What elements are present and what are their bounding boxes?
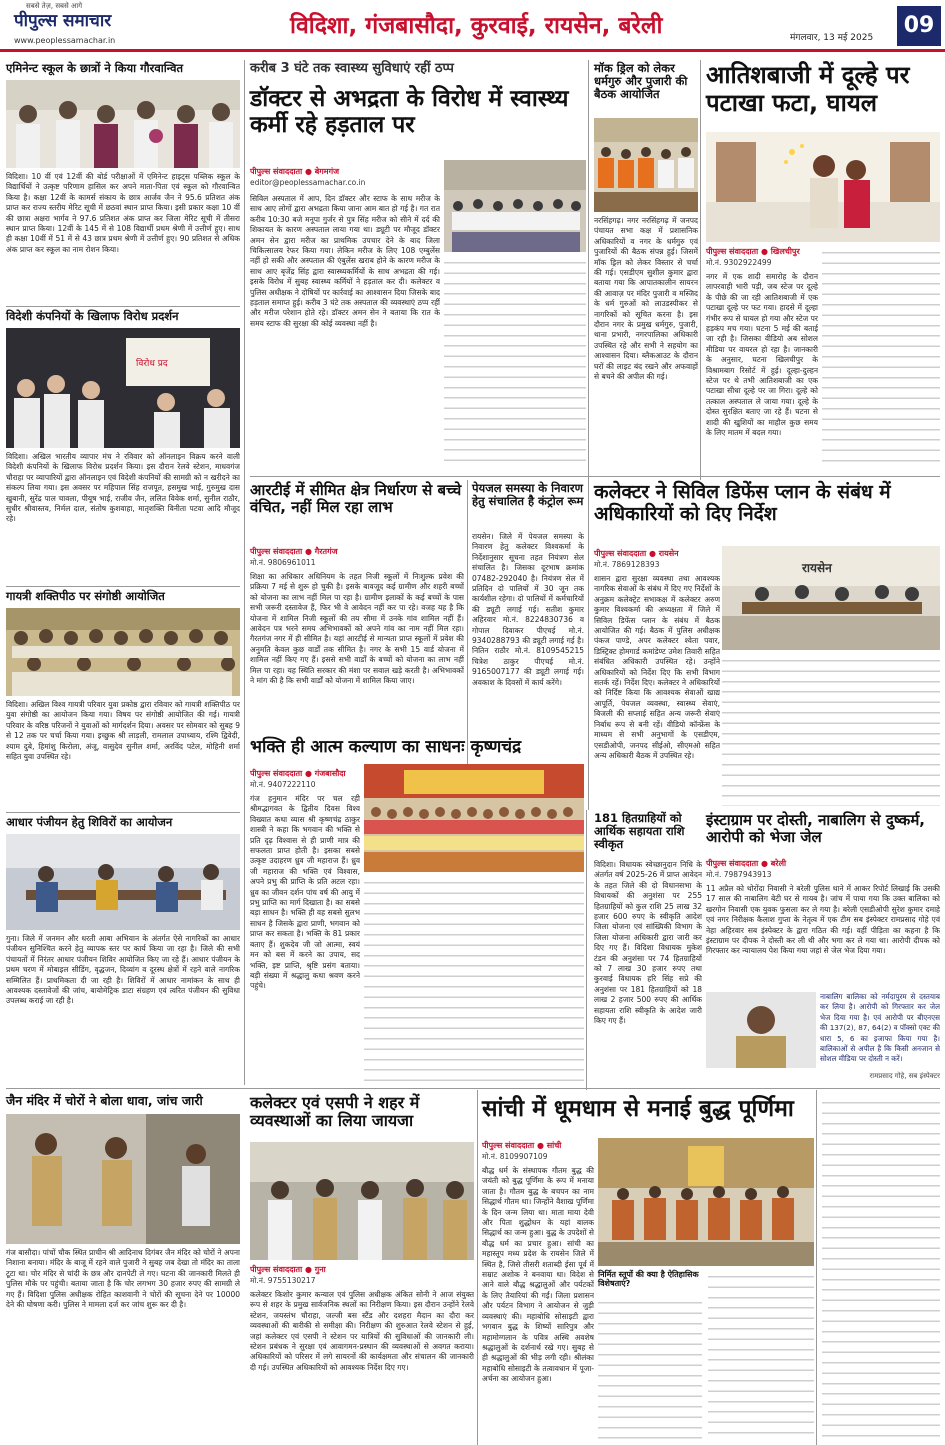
- sanchi-body-4: [822, 1096, 940, 1442]
- page-title: विदिशा, गंजबासौदा, कुरवाई, रायसेन, बरेली: [290, 13, 663, 39]
- logo-tagline: सबसे तेज़, सबसे आगे: [26, 2, 83, 10]
- guna-body: कलेक्टर किशोर कुमार कन्याल एवं पुलिस अधीक्षक अंकित सोनी ने आज संयुक्त रूप से शहर के प्रमुख सार्वजनिक स्थलों का निरीक्षण किया। इस दौरान उन्होंने रेलवे स्टेशन, जयस्तंभ चौराहा, जल्जी बस स्टैंड और दशहरा मैदान का दौरा कर व्यवस्थाओं की बारीकी से समीक्षा की। निरीक्षण की शुरुआत रेलवे स्टेशन से हुई, जहां कलेक्टर एवं एसपी ने स्टेशन पर यात्रियों की सुविधाओं की जानकारी ली। स्टेशन प्रबंधक ने सुरक्षा एवं आवागमन-प्रस्थान की व्यवस्थाओं से अवगत कराया। अधिकारियों को परिसर में लगे सायरनों की कार्यक्षमता और संचालन की जानकारी दी गई। उपस्थित अधिकारियों को आवश्यक निर्देश दिए गए।: [250, 1290, 474, 1372]
- strike-body-2: [444, 256, 586, 464]
- aadhar-body: गुना। जिले में जनमन और धरती आबा अभियान के अंतर्गत ऐसे नागरिकों का आधार पंजीयन सुनिश्चित करने हेतु व्यापक स्तर पर कार्य किया जा रहा है। जिले की सभी पंचायतों में निरंतर आधार पंजीयन शिविर आयोजित किए जा रहे हैं। आधार पंजीयन के प्रथम चरण में मोबाइल सीडिंग, वृद्धजन, दिव्यांग व दूरस्थ क्षेत्रों में रहने वाले नागरिक सम्मिलित हैं। प्राथमिकता दी जा रही है। शिविरों में आधार नामांकन के साथ ही आवश्यक दस्तावेजों की जांच, बायोमेट्रिक डाटा संग्रहण एवं त्वरित पंजीयन की सुविधा उपलब्ध कराई जा रही है।: [6, 934, 240, 1006]
- page-number: 09: [897, 6, 941, 46]
- strike-email[interactable]: editor@peoplessamachar.co.in: [250, 178, 366, 187]
- strike-byline: पीपुल्स संवाददाता ● बेगमगंज: [250, 167, 340, 176]
- divider: [250, 476, 940, 477]
- gayatri-group-photo: [6, 608, 240, 696]
- hitgrahi-headline: 181 हितग्राहियों को आर्थिक सहायता राशि स्वीकृत: [594, 811, 685, 852]
- instagram-quote: नाबालिग बालिका को नर्मदापुरम से दस्तयाब कर लिया है। आरोपी को गिरफ्तार कर जेल भेज दिया गया है। एवं आरोपी पर बीएनएस की 137(2), 87, 64(2) व पॉक्सो एक्ट की धारा 5, 6 का इजाफा किया गया है। बालिकाओं से अपील है कि किसी अनजान से सोशल मीडिया पर दोस्ती न करें।: [820, 992, 940, 1064]
- aadhar-headline: आधार पंजीयन हेतु शिविरों का आयोजन: [6, 815, 173, 829]
- collector-meeting-photo: [722, 546, 940, 650]
- videshi-body: विदिशा। अखिल भारतीय व्यापार मंच ने रविवार को ऑनलाइन विक्रय करने वाली विदेशी कंपनियों के खिलाफ विरोध प्रदर्शन किया। इस दौरान रेलवे स्टेशन, माधवगंज चौराहा पर व्यापारियों द्वारा ऑनलाइन एवं विदेशी कंपनियों की सामग्री को न खरीदने का संकल्प लिया गया। इस अवसर पर महिपाल सिंह राजपूत, हसमुख भाई, गुरुमुख दास खुबानी, सुरेंद्र पाल चावला, पीयूष भाई, राजीव जैन, ललित विवेक शर्मा, सुनील राठौर, सुधीर श्रीवास्तव, निर्मल दाल, संतोष कुशवाहा, मातृशक्ति विनीता पटवा आदि मौजूद रहे।: [6, 452, 240, 524]
- fireworks-headline: आतिशबाजी में दूल्हे पर पटाखा फटा, घायल: [706, 61, 910, 117]
- bhakti-body: गंज हनुमान मंदिर पर चल रही श्रीमद्भागवत के द्वितीय दिवस विश्व विख्यात कथा व्यास श्री कृष्णचंद्र ठाकुर शास्त्री ने कहा कि भगवान की भक्ति से प्रति दृढ़ विश्वास से ही प्राणी मात्र की सफलता प्राप्त होती है। इसका सबसे उत्कृष्ट उदाहरण ध्रुव जी महाराज हैं। ध्रुव जी महाराज की भक्ति एवं विश्वास, अपने प्रभु की प्राप्ति के प्रति अटल रहा। ध्रुव का जीवन दर्शन पांच वर्ष की आयु में प्रभु प्राप्ति का मार्ग दिखाता है। का सबसे बड़ा साधन है। भक्ति ही वह सबसे सुलभ साधन है जिसके द्वारा प्राणी, भगवान को प्राप्त कर सकता है। भक्ति के 81 प्रकार बताए हैं। शुकदेव जी जो आत्मा, स्वयं मन को बस में करने का उपाय, सद भक्ति, इष्ट प्राप्ति, श्रृष्टि प्रसंग बताया। बड़ी संख्या में श्रद्धालु कथा श्रवण करने पहुंचे।: [250, 794, 360, 991]
- instagram-mobile: मो.नं. 7987943913: [706, 870, 772, 879]
- hitgrahi-body: विदिशा। विधायक स्वेच्छानुदान निधि के अंतर्गत वर्ष 2025-26 में प्राप्त आवेदन के तहत जिले की दो विधानसभा के विधायकों की अनुशंसा पर 255 हितग्राहियों को कुल राशि 25 लाख 32 हजार 600 रुपए के स्वीकृति आदेश जिला योजना एवं सांख्यिकी विभाग के जिला योजना अधिकारी द्वारा जारी कर दिए गए हैं। विदिशा विधायक मुकेश टंडन की अनुशंसा पर 74 हितग्राहियों को 7 लाख 30 हजार रुपए तथा कुरवाई विधायक हरि सिंह सप्रे की अनुशंसा पर 181 हितग्राहियों को 18 लाख 2 हजार 500 रुपए की आर्थिक सहायता राशि स्वीकृति के आदेश जारी किए गए हैं।: [594, 860, 702, 1026]
- column-divider: [816, 1090, 817, 1445]
- police-portrait: [706, 992, 816, 1068]
- divider: [6, 306, 240, 307]
- bhakti-body-2: [364, 876, 584, 1086]
- collector-body-2: [722, 654, 940, 806]
- instagram-byline: पीपुल्स संवाददाता ● बरेली: [706, 859, 787, 868]
- protest-photo: [6, 328, 240, 448]
- jain-body: गंज बासौदा। पांचों चौक स्थित प्राचीन श्री आदिनाथ दिगंबर जैन मंदिर को चोरों ने अपना निशाना बनाया। मंदिर के बाजू में रहने वाले पुजारी ने सुबह जब देखा तो मंदिर का ताला टूटा था। चोर मंदिर से चांदी के छत्र और दानपेटी ले गए। घटना की जानकारी मिलते ही पुलिस मौके पर पहुंची। बताया जाता है कि चोर लगभग 30 हजार रुपए की सामग्री ले गए हैं। विदिशा पुलिस अधीक्षक रोहित काशवानी ने चोरों की सूचना देने पर 10000 देने की घोषणा करी। पुलिस ने मामला दर्ज कर जांच शुरू कर दी है।: [6, 1248, 240, 1310]
- eminent-body: विदिशा। 10 वीं एवं 12वीं की बोर्ड परीक्षाओं में एमिनेन्ट हाइट्स पब्लिक स्कूल के विद्यार्थियों ने उत्कृष्ट परिणाम हासिल कर अपने माता-पिता एवं स्कूल को गौरवान्वित किया है। कक्षा 12वीं के कामर्स संकाय के छात्र आर्जव जैन ने 95.6 प्रतिशत अंक प्राप्त कर राज्य स्तरीय मेरिट सूची में छठवां स्थान प्राप्त किया। इसी प्रकार कक्षा 10 वीं की छात्रा अक्षरा भार्गव ने 97.6 प्रतिशत अंक प्राप्त कर जिला मेरिट सूची में तीसरा स्थान प्राप्त किया। 12वीं के 145 में से 108 विद्यार्थी प्रथम श्रेणी में उत्तीर्ण हुए। साथ ही कक्षा 10वीं में 51 में से 43 छात्र प्रथम श्रेणी में उत्तीर्ण हुए। 90 प्रतिशत से अधिक अंक प्राप्त कर स्कूल का नाम रोशन किया।: [6, 172, 240, 254]
- wedding-stage-photo: [706, 132, 940, 242]
- divider: [6, 812, 240, 813]
- gayatri-headline: गायत्री शक्तिपीठ पर संगोष्ठी आयोजित: [6, 589, 165, 603]
- bhakti-mobile: मो.नं. 9407222110: [250, 780, 316, 789]
- videshi-headline: विदेशी कंपनियों के खिलाफ विरोध प्रदर्शन: [6, 309, 179, 323]
- strike-body-1: सिविल अस्पताल में आप, दिन डॉक्टर और स्टाफ के साथ मरीज के साथ आए लोगों द्वारा अभद्रता किया जाना आम बात हो गई है। गत रात करीब 10:30 बजे मनूपा गुर्जर से पुत्र सिंह मरीज को सीने में दर्द की शिकायत के कारण अस्पताल लाया गया था। ड्यूटी पर मौजूद डॉक्टर अमन सेन द्वारा मरीज का प्राथमिक उपचार देने के बाद जिला चिकित्सालय रेफर किया गया। लेकिन मरीज के लिए 108 एम्बुलेंस नहीं हो सकी और अस्पताल की एंबुलेंस खराब होने के कारण मरीज के साथ आए बृजेंद्र सिंह द्वारा स्वास्थ्यकर्मियों के साथ अभद्रता की गई। इसके विरोध में सुबह स्वास्थ्य कर्मियों ने हड़ताल कर दी। कलेक्टर व पुलिस अधीक्षक ने दोषियों पर कार्रवाई का आश्वासन दिया जिसके बाद हड़ताल समाप्त हुई। करीब 3 घंटे तक अस्पताल की व्यवस्थाएं ठप्प रहीं और मरीज परेशान होते रहे। डॉक्टर अमन सेन ने बताया कि रात के समय स्टाफ की सुरक्षा की कोई व्यवस्था नहीं है।: [250, 194, 440, 328]
- column-divider: [588, 480, 589, 810]
- students-photo: [6, 80, 240, 168]
- sanchi-mobile: मो.नं. 8109907109: [482, 1152, 548, 1161]
- strike-headline: डॉक्टर से अभद्रता के विरोध में स्वास्थ्य कर्मी रहे हड़ताल पर: [250, 86, 569, 139]
- column-divider: [467, 480, 468, 810]
- hospital-strike-photo: [444, 160, 586, 252]
- sanchi-body: बौद्ध धर्म के संस्थापक गौतम बुद्ध की जयंती को बुद्ध पूर्णिमा के रूप में मनाया जाता है। गौतम बुद्ध के बचपन का नाम सिद्धार्थ गौतम था। जिन्होंने वैशाख पूर्णिमा के दिन जन्म लिया था। माता माया देवी और पिता शुद्धोधन के यहां बालक सिद्धार्थ का जन्म हुआ। बुद्ध के उपदेशों से बौद्ध धर्म का प्रचार हुआ। सांची का महास्तूप मध्य प्रदेश के रायसेन जिले में स्थित है, जिसे तीसरी शताब्दी ईसा पूर्व में सम्राट अशोक ने बनवाया था। विदेश से आने वाले बौद्ध श्रद्धालुओं और पर्यटकों के लिए तैयारियां की गईं। जिला प्रशासन और पर्यटन विभाग ने आयोजन से जुड़ी व्यवस्थाएं की। महाबोधि सोसाइटी द्वारा भगवान बुद्ध के शिष्यों सारिपुत्र और महामोग्गलान के पवित्र अस्थि अवशेष श्रद्धालुओं के दर्शनार्थ रखे गए। सुबह से ही श्रद्धालुओं की भीड़ लगी रही। श्रीलंका महाबोधि सोसाइटी के तत्वावधान में पूजा-अर्चना का आयोजन हुआ।: [482, 1166, 594, 1384]
- guna-byline: पीपुल्स संवाददाता ● गुना: [250, 1265, 326, 1274]
- instagram-quote-by: रामप्रसाद गोहे, सब इंस्पेक्टर: [869, 1072, 940, 1080]
- hall-sign-text: रायसेन: [802, 561, 832, 575]
- instagram-headline: इंस्टाग्राम पर दोस्ती, नाबालिग से दुष्कर्म, आरोपी को भेजा जेल: [706, 811, 925, 847]
- sanchi-headline: सांची में धूमधाम से मनाई बुद्ध पूर्णिमा: [482, 1096, 794, 1122]
- column-divider: [586, 810, 587, 1090]
- eminent-headline: एमिनेन्ट स्कूल के छात्रों ने किया गौरवान्वित: [6, 61, 184, 75]
- police-at-temple-photo: [6, 1114, 240, 1244]
- column-divider: [244, 60, 245, 1085]
- jain-headline: जैन मंदिर में चोरों ने बोला धावा, जांच जारी: [6, 1093, 203, 1108]
- column-divider: [700, 60, 701, 480]
- collector-mobile: मो.नं. 7869128393: [594, 560, 660, 569]
- newspaper-logo: पीपुल्स समाचार: [14, 11, 112, 31]
- protest-banner-text: विरोध प्रद: [136, 359, 168, 369]
- website-url[interactable]: www.peoplessamachar.in: [14, 36, 116, 45]
- fireworks-mobile: मो.नं. 9302922499: [706, 258, 772, 267]
- peyjal-body: रायसेन। जिले में पेयजल समस्या के निवारण हेतु कलेक्टर विश्वकर्मा के निर्देशानुसार सूचना तहत नियंत्रण सेल संचालित है। जिसका दूरभाष क्रमांक 07482-292040 है। नियंत्रण सेल में प्रतिदिन दो पालियों में 30 जून तक कार्यशील रहेगा। दो पालियों में कर्मचारियों की ड्यूटी लगाई गई। सतीश कुमार अहिरवार मो.नं. 8224830736 व गोपाल दिवाकर पीएचई मो.नं. 9340288793 की ड्यूटी लगाई गई है। नितिन राठौर मो.नं. 8109545215 चित्रेश ठाकुर पीएचई मो.नं. 9165007177 की ड्यूटी लगाई गई। अवकाश के दिवसों में कार्य करेंगे।: [472, 532, 584, 687]
- issue-date: मंगलवार, 13 मई 2025: [790, 33, 874, 43]
- column-divider: [588, 60, 589, 480]
- sanchi-prayer-photo: [598, 1138, 814, 1266]
- fireworks-body-2: [822, 246, 940, 466]
- masthead: [0, 0, 945, 52]
- divider: [6, 1088, 940, 1089]
- rte-body: शिक्षा का अधिकार अधिनियम के तहत निजी स्कूलों में निःशुल्क प्रवेश की प्रक्रिया 7 मई से शुरू हो चुकी है। इसके बावजूद कई ग्रामीण और शहरी बच्चों को योजना का लाभ नहीं मिल पा रहा है। ग्रामीण इलाकों के कई बच्चों के पास सभी जरूरी दस्तावेज हैं, फिर भी वे आवेदन नहीं कर पा रहे। वजह यह है कि योजना में शामिल निजी स्कूलों की तय सीमा में उनके गांव शामिल नहीं हैं। आवेदन पत्र भरने समय अभिभावकों को अपने गांव का नाम नहीं मिल रहा। गैरतगंज नगर में ही सीमित है। यहां आरटीई से मान्यता प्राप्त स्कूलों में प्रवेश की अनुमति केवल कुछ वार्डों तक सीमित है। नगर के सभी 15 वार्ड योजना में शामिल नहीं किए गए हैं। इससे सभी वार्डों के बच्चों को योजना का लाभ नहीं मिल पा रहा। यह स्थिति सरकार की मंशा पर सवाल खड़े करती है। अभिभावकों ने मांग की है कि सभी वार्डों को योजना में शामिल किया जाए।: [250, 572, 464, 686]
- gayatri-body: विदिशा। अखिल विश्व गायत्री परिवार युवा प्रकोष्ठ द्वारा रविवार को गायत्री शक्तिपीठ पर युवा संगोष्ठी का आयोजन किया गया। विषय पर संगोष्ठी आयोजित की गई। गायत्री परिवार के वरिष्ठ परिजनों ने युवाओं को मार्गदर्शन दिया। अवसर पर सोमवार को सुबह 9 से 12 तक पर चर्चा किया गया। इच्छुक श्री लाड़ली, रामलाल उपाध्याय, रश्मि द्विवेदी, श्याम दुबे, हिमांशु किरोला, अंजू, वासुदेव सुनील शर्मा, अरविंद पटेल, मोहिनी शर्मा सहित युवा उपस्थित रहे।: [6, 700, 240, 762]
- aadhar-camp-photo: [6, 834, 240, 930]
- mockdrill-headline: मॉक ड्रिल को लेकर धर्मगुरु और पुजारी की बैठक आयोजित: [594, 61, 688, 102]
- bhakti-byline: पीपुल्स संवाददाता ● गंजबासौदा: [250, 769, 346, 778]
- divider: [6, 586, 240, 587]
- rte-mobile: मो.नं. 9806961011: [250, 558, 316, 567]
- peyjal-headline: पेयजल समस्या के निवारण हेतु संचालित है कंट्रोल रूम: [472, 481, 584, 509]
- guna-mobile: मो.नं. 9755130217: [250, 1276, 316, 1285]
- fireworks-body-1: नगर में एक शादी समारोह के दौरान लापरवाही भारी पड़ी, जब स्टेज पर दूल्हे के पीछे की जा रही आतिशबाजी में एक पटाखा दूल्हे पर फट गया। हादसे में दूल्हा गंभीर रूप से घायल हो गया और स्टेज पर हड़कंप मच गया। घटना 5 मई की बताई जा रही है। जिसका वीडियो अब सोशल मीडिया पर वायरल हो रहा है। जानकारी के अनुसार, घटना खिलचीपुर के विश्रामबाग रिसोर्ट में हुई। दूल्हा-दुल्हन स्टेज पर थे तभी आतिशबाजी का एक पटाखा सीधा दूल्हे पर जा गिरा। दूल्हे को तत्काल अस्पताल ले जाया गया। दूल्हे के दोस्त सुरक्षित बताए जा रहे हैं। घटना से शादी की खुशियों का माहौल कुछ समय के लिए मातम में बदल गया।: [706, 272, 818, 438]
- mockdrill-body: नरसिंहगढ़। नगर नरसिंहगढ़ में जनपद पंचायत सभा कक्ष में प्रशासनिक अधिकारियों व नगर के धर्मगुरु एवं पुजारियों की बैठक संपन्न हुई। जिसमें मॉक ड्रिल को लेकर विस्तार से चर्चा की गई। एसडीएम सुशील कुमार द्वारा बताया गया कि आपातकालीन सायरन की आवाज़ पर मंदिर पुजारी व मस्जिद के धर्म गुरुओं को लाउडस्पीकर से नागरिकों को सूचित करना है। इस दौरान नगर के प्रमुख धर्मगुरु, पुजारी, थाना प्रभारी, नगरपालिका अधिकारी उपस्थित रहे और सभी ने सहयोग का आश्वासन दिया। ब्लैकआउट के दौरान घरों की लाइट बंद रखने और अफवाहों से बचने की अपील की गई।: [594, 216, 698, 382]
- officials-inspection-photo: [250, 1142, 474, 1260]
- guna-headline: कलेक्टर एवं एसपी ने शहर में व्यवस्थाओं का लिया जायजा: [250, 1093, 420, 1131]
- instagram-body: 11 अप्रैल को थोरोंदा निवासी ने बरेली पुलिस थाने में आकर रिपोर्ट लिखाई कि उसकी 17 साल की नाबालिग बेटी घर से गायब है। जांच में पाया गया कि उक्त बालिका को खरगोन निवासी एक युवक फुसला कर ले गया है। बरेली एसडीओपी सुरेश कुमार दमाहे एवं नगर निरीक्षक कैलाश गुप्ता के नेतृत्व में एक टीम सब इंस्पेक्टर रामप्रसाद गोहे एवं नेहा अहिरवार सब इंस्पेक्टर के द्वारा गठित की गई। वहीं पीड़िता का कहना है कि इंस्टाग्राम पर दीपक ने दोस्ती कर ली थी और भगा कर ले गया था। आरोपी दीपक को गिरफ्तार कर न्यायालय पेश किया गया जहां से जेल भेज दिया गया।: [706, 884, 940, 956]
- fireworks-byline: पीपुल्स संवाददाता ● खिलचीपुर: [706, 247, 800, 256]
- bhakti-headline: भक्ति ही आत्म कल्याण का साधनः कृष्णचंद्र: [250, 737, 522, 757]
- collector-body: शासन द्वारा सुरक्षा व्यवस्था तथा आवश्यक नागरिक सेवाओं के संबंध में दिए गए निर्देशों के अनुक्रम कलेक्ट्रेट सभाकक्ष में कलेक्टर अरुण कुमार विश्वकर्मा की अध्यक्षता में जिले में सिविल डिफेंस प्लान के संबंध में बैठक आयोजित की गई। बैठक में पुलिस अधीक्षक पंकज पाण्डे, अपर कलेक्टर श्वेता पवार, डिस्ट्रिक्ट होमगार्ड कमांडेण्ट उमेश तिवारी सहित संबंधित अधिकारी उपस्थित रहे। उन्होंने अधिकारियों को निर्देश दिए कि सभी विभाग सतर्क रहें। निर्देश दिए। कलेक्टर ने अधिकारियों को निर्दिष्ट किया कि आवश्यक सेवाओं खाद्य आपूर्ति, पेयजल व्यवस्था, स्वास्थ्य सेवाएं, बिजली की सप्लाई सहित अन्य जरूरी सेवाएं निर्बाध रूप से बनी रहें। वीडियो कॉन्फ्रेंस के माध्यम से सभी अनुभागों के एसडीएम, एसडीओपी, जनपद सीईओ, सीएमओ सहित अन्य अधिकारी बैठक में उपस्थित रहे।: [594, 574, 720, 760]
- sanchi-body-2: [598, 1296, 702, 1442]
- strike-kicker: करीब 3 घंटे तक स्वास्थ्य सुविधाएं रहीं ठप्प: [250, 61, 454, 76]
- collector-byline: पीपुल्स संवाददाता ● रायसेन: [594, 549, 679, 558]
- rte-byline: पीपुल्स संवाददाता ● गैरतगंज: [250, 547, 338, 556]
- collector-headline: कलेक्टर ने सिविल डिफेंस प्लान के संबंध में अधिकारियों को दिए निर्देश: [594, 481, 891, 525]
- column-divider: [477, 1090, 478, 1445]
- sanchi-caption: निर्मित स्तूपों की क्या है ऐतिहासिक विशेषताएं?: [598, 1270, 699, 1289]
- bhagwat-katha-photo: [364, 764, 584, 872]
- sanchi-body-3: [708, 1270, 814, 1442]
- mockdrill-meeting-photo: [594, 118, 698, 212]
- rte-headline: आरटीई में सीमित क्षेत्र निर्धारण से बच्चे वंचित, नहीं मिल रहा लाभ: [250, 481, 462, 517]
- sanchi-byline: पीपुल्स संवाददाता ● सांची: [482, 1141, 562, 1150]
